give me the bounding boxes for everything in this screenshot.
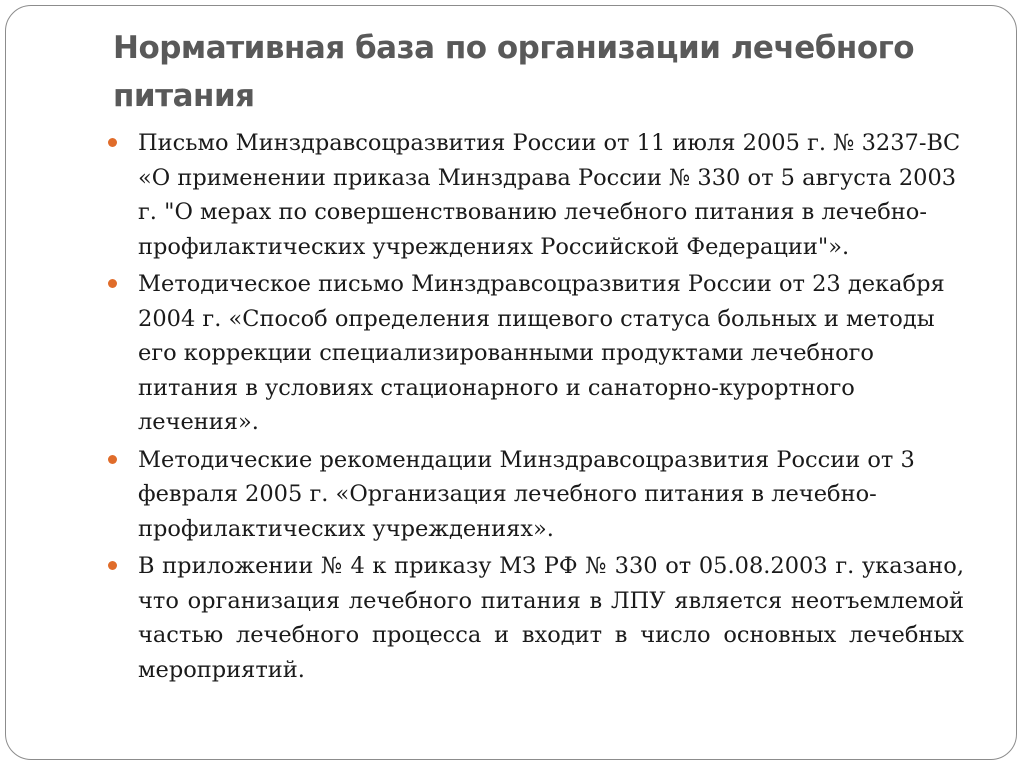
list-item	[104, 443, 964, 547]
bullet-text: Письмо Минздравсоцразвития России от 11 июля 2005 г. № 3237-ВС «О применении приказа Минздрава России № 330 от 5 августа 2003 г. "О мерах по совершенствованию лечебного питания в лечебно-профилактических учреждениях Российской Федерации"».	[138, 130, 961, 260]
bullet-dot-icon	[108, 455, 117, 464]
bullet-dot-icon	[108, 561, 117, 570]
bullet-dot-icon	[108, 279, 117, 288]
bullet-list	[104, 126, 964, 690]
bullet-text: В приложении № 4 к приказу МЗ РФ № 330 от 05.08.2003 г. указано, что организация лечебного питания в ЛПУ является неотъемлемой частью лечебного процесса и входит в число основных лечебных мероприятий.	[138, 553, 964, 683]
list-item	[104, 549, 964, 687]
bullet-text: Методические рекомендации Минздравсоцразвития России от 3 февраля 2005 г. «Организация лечебного питания в лечебно-профилактических учреждениях».	[138, 446, 915, 542]
slide-title: Нормативная база по организации лечебного питания	[113, 30, 915, 114]
list-item	[104, 267, 964, 440]
list-item	[104, 126, 964, 264]
bullet-text: Методическое письмо Минздравсоцразвития России от 23 декабря 2004 г. «Способ определения пищевого статуса больных и методы его коррекции специализированными продуктами лечебного питания в условиях стационарного и санаторно-курортного лечения».	[138, 271, 945, 435]
bullet-dot-icon	[108, 138, 117, 147]
